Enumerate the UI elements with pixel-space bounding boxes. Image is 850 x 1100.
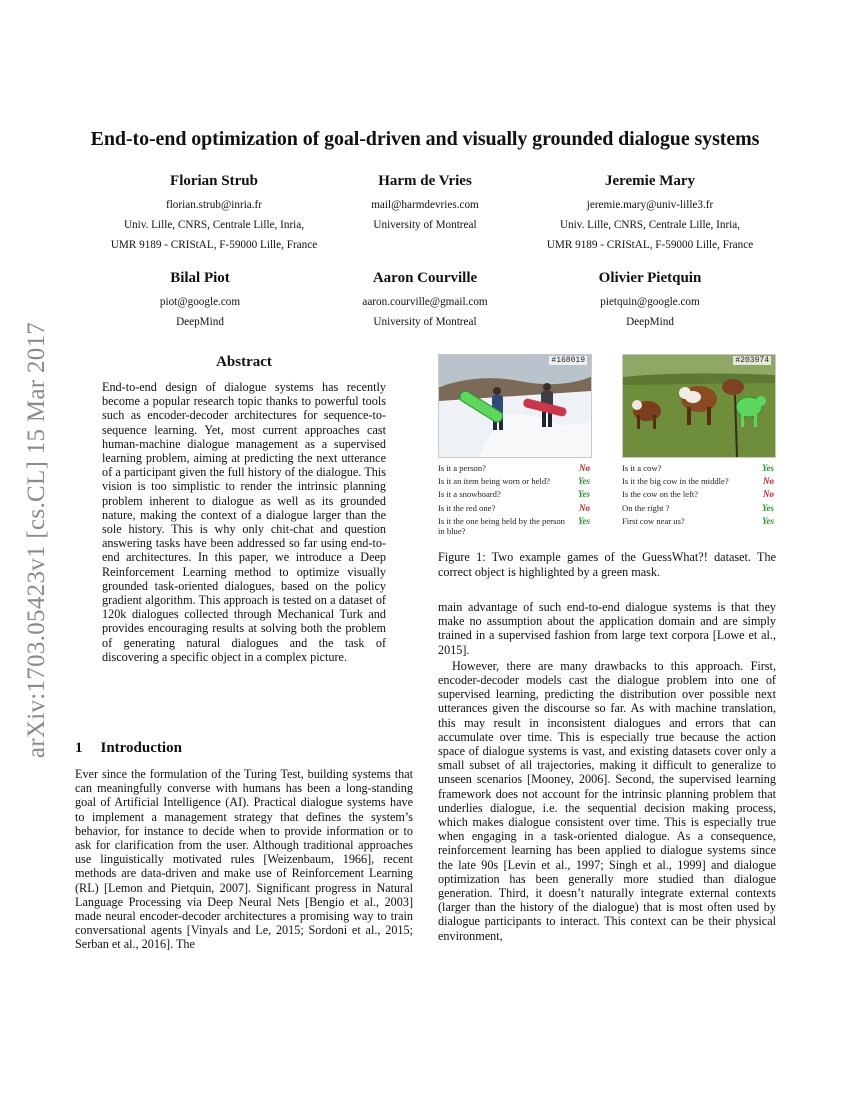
author-block <box>295 267 555 332</box>
cows-scene-illustration <box>623 355 775 457</box>
author-name: Olivier Pietquin <box>598 270 702 286</box>
qa-row <box>438 462 590 475</box>
qa-row <box>438 488 590 501</box>
author-name: Florian Strub <box>170 173 258 189</box>
qa-row <box>622 488 774 501</box>
paper-title: End-to-end optimization of goal-driven and visually grounded dialogue systems <box>90 128 760 150</box>
qa-answer: No <box>763 489 774 500</box>
author-affiliation: University of Montreal <box>373 219 477 231</box>
qa-answer: Yes <box>762 515 774 526</box>
author-block <box>295 170 555 235</box>
qa-row <box>438 502 590 515</box>
figure-caption: Figure 1: Two example games of the GuessWhat?! dataset. The correct object is highlighted by a green mask. <box>438 550 776 579</box>
qa-question: Is it the big cow in the middle? <box>622 476 729 487</box>
qa-answer: Yes <box>762 502 774 513</box>
image-id-label: #168019 <box>551 356 585 365</box>
author-affiliation: University of Montreal <box>373 316 477 328</box>
qa-answer: No <box>763 476 774 487</box>
author-email: jeremie.mary@univ-lille3.fr <box>586 199 714 211</box>
qa-answer: Yes <box>578 489 590 500</box>
author-affiliation: Univ. Lille, CNRS, Centrale Lille, Inria, <box>559 219 741 231</box>
author-name: Aaron Courville <box>372 270 478 286</box>
dialogue-qa-list <box>622 462 774 528</box>
qa-row <box>622 515 774 528</box>
abstract-heading: Abstract <box>216 354 272 370</box>
author-affiliation: DeepMind <box>626 316 674 328</box>
qa-row <box>438 515 590 537</box>
author-email: piot@google.com <box>159 296 241 308</box>
image-id-label: #203974 <box>735 356 769 365</box>
qa-answer: No <box>579 463 590 473</box>
qa-row <box>622 462 774 475</box>
author-name: Harm de Vries <box>378 173 472 189</box>
author-block <box>520 267 780 332</box>
qa-row <box>438 475 590 488</box>
arxiv-identifier <box>20 290 54 790</box>
author-block <box>70 267 330 332</box>
qa-answer: Yes <box>578 515 590 526</box>
introduction-text <box>75 767 413 952</box>
figure-image-cows <box>622 354 776 458</box>
qa-answer: Yes <box>578 476 590 487</box>
introduction-paragraph: Ever since the formulation of the Turing Test, building systems that can meaningfully converse with humans has been a long-standing goal of Artificial Intelligence (AI). Practical dialogue systems have to implement a management strategy that defines the system’s behavior, for instance to decide when to provide information or to ask for clarification from the user. Although traditional approaches use linguistically motivated rules [Weizenbaum, 1966], recent methods are data-driven and make use of Reinforcement Learning (RL) [Lemon and Pietquin, 2007]. Significant progress in Natural Language Processing via Deep Neural Nets [Bengio et al., 2003] made neural encoder-decoder architectures a promising way to train conversational agents [Vinyals and Le, 2015; Sordoni et al., 2015; Serban et al., 2016]. The <box>75 767 413 952</box>
qa-question: Is the cow on the left? <box>622 489 699 500</box>
qa-question: First cow near us? <box>622 515 685 526</box>
qa-question: Is it a snowboard? <box>438 489 501 500</box>
author-email: pietquin@google.com <box>600 296 700 308</box>
qa-row <box>622 475 774 488</box>
author-affiliation: Univ. Lille, CNRS, Centrale Lille, Inria, <box>123 219 305 231</box>
qa-question: Is it a cow? <box>622 463 662 473</box>
author-affiliation: UMR 9189 - CRIStAL, F-59000 Lille, France <box>110 239 318 251</box>
author-affiliation: UMR 9189 - CRIStAL, F-59000 Lille, France <box>546 239 754 251</box>
qa-question: Is it an item being worn or held? <box>438 476 550 487</box>
section-number: 1 <box>75 740 83 756</box>
snowboard-scene-illustration <box>439 355 591 457</box>
section-heading <box>75 740 182 757</box>
section-title: Introduction <box>100 740 182 756</box>
abstract-text <box>102 380 386 664</box>
author-email: aaron.courville@gmail.com <box>362 296 488 308</box>
qa-question: Is it a person? <box>438 463 486 473</box>
author-email: mail@harmdevries.com <box>371 199 479 211</box>
abstract-paragraph: End-to-end design of dialogue systems has recently become a popular research topic thanks to powerful tools such as encoder-decoder architectures for sequence-to-sequence learning. Yet, most current approaches cast human-machine dialogue management as a supervised learning problem, aiming at predicting the next utterance of a participant given the full history of the dialogue. This vision is too simplistic to render the intrinsic planning problem inherent to dialogue as well as its grounded nature, making the context of a dialogue larger than the sole history. This is why only chit-chat and question answering tasks have been addressed so far using end-to-end architectures. In this paper, we introduce a Deep Reinforcement Learning method to optimize visually grounded task-oriented dialogues, based on the policy gradient algorithm. This approach is tested on a dataset of 120k dialogues collected through Mechanical Turk and provides encouraging results at solving both the problem of generating natural dialogues and the task of discovering a specific object in a complex picture. <box>102 380 386 664</box>
right-column-text <box>438 600 776 943</box>
dialogue-qa-list <box>438 462 590 537</box>
qa-question: Is it the one being held by the person in blue? <box>438 515 565 537</box>
arxiv-identifier-text: arXiv:1703.05423v1 [cs.CL] 15 Mar 2017 <box>23 321 50 759</box>
author-name: Bilal Piot <box>170 270 230 286</box>
author-email: florian.strub@inria.fr <box>165 199 263 211</box>
qa-question: Is it the red one? <box>438 502 496 513</box>
body-paragraph: main advantage of such end-to-end dialogue systems is that they make no assumption about the application domain and are simply trained in a supervised fashion from large text corpora [Lowe et al., 2015]. <box>438 600 776 657</box>
qa-answer: No <box>579 502 590 513</box>
figure-image-snowboard <box>438 354 592 458</box>
author-block <box>520 170 780 255</box>
qa-answer: Yes <box>762 463 774 473</box>
qa-question: On the right ? <box>622 502 670 513</box>
body-paragraph: However, there are many drawbacks to this approach. First, encoder-decoder models cast the dialogue problem into one of supervised learning, predicting the distribution over possible next utterances given the discourse so far. As with machine translation, this may result in inconsistent dialogues and errors that can accumulate over time. This is especially true because the action space of dialogue systems is vast, and existing datasets cover only a small subset of all trajectories, making it difficult to generalize to unseen scenarios [Mooney, 2006]. Second, the supervised learning framework does not account for the intrinsic planning problem that underlies dialogue, i.e. the sequential decision making process, which makes dialogue consistent over time. This is especially true when engaging in a task-oriented dialogue. As a consequence, reinforcement learning has been applied to dialogue systems since the late 90s [Levin et al., 1997; Singh et al., 1999] and dialogue optimization has been generally more studied than dialogue generation. Third, it doesn’t naturally integrate external contexts (larger than the history of the dialogue) that is most often used by dialogue participants to interact. This context can be their physical environment, <box>438 658 776 943</box>
qa-row <box>622 502 774 515</box>
author-name: Jeremie Mary <box>604 173 696 189</box>
author-affiliation: DeepMind <box>176 316 224 328</box>
